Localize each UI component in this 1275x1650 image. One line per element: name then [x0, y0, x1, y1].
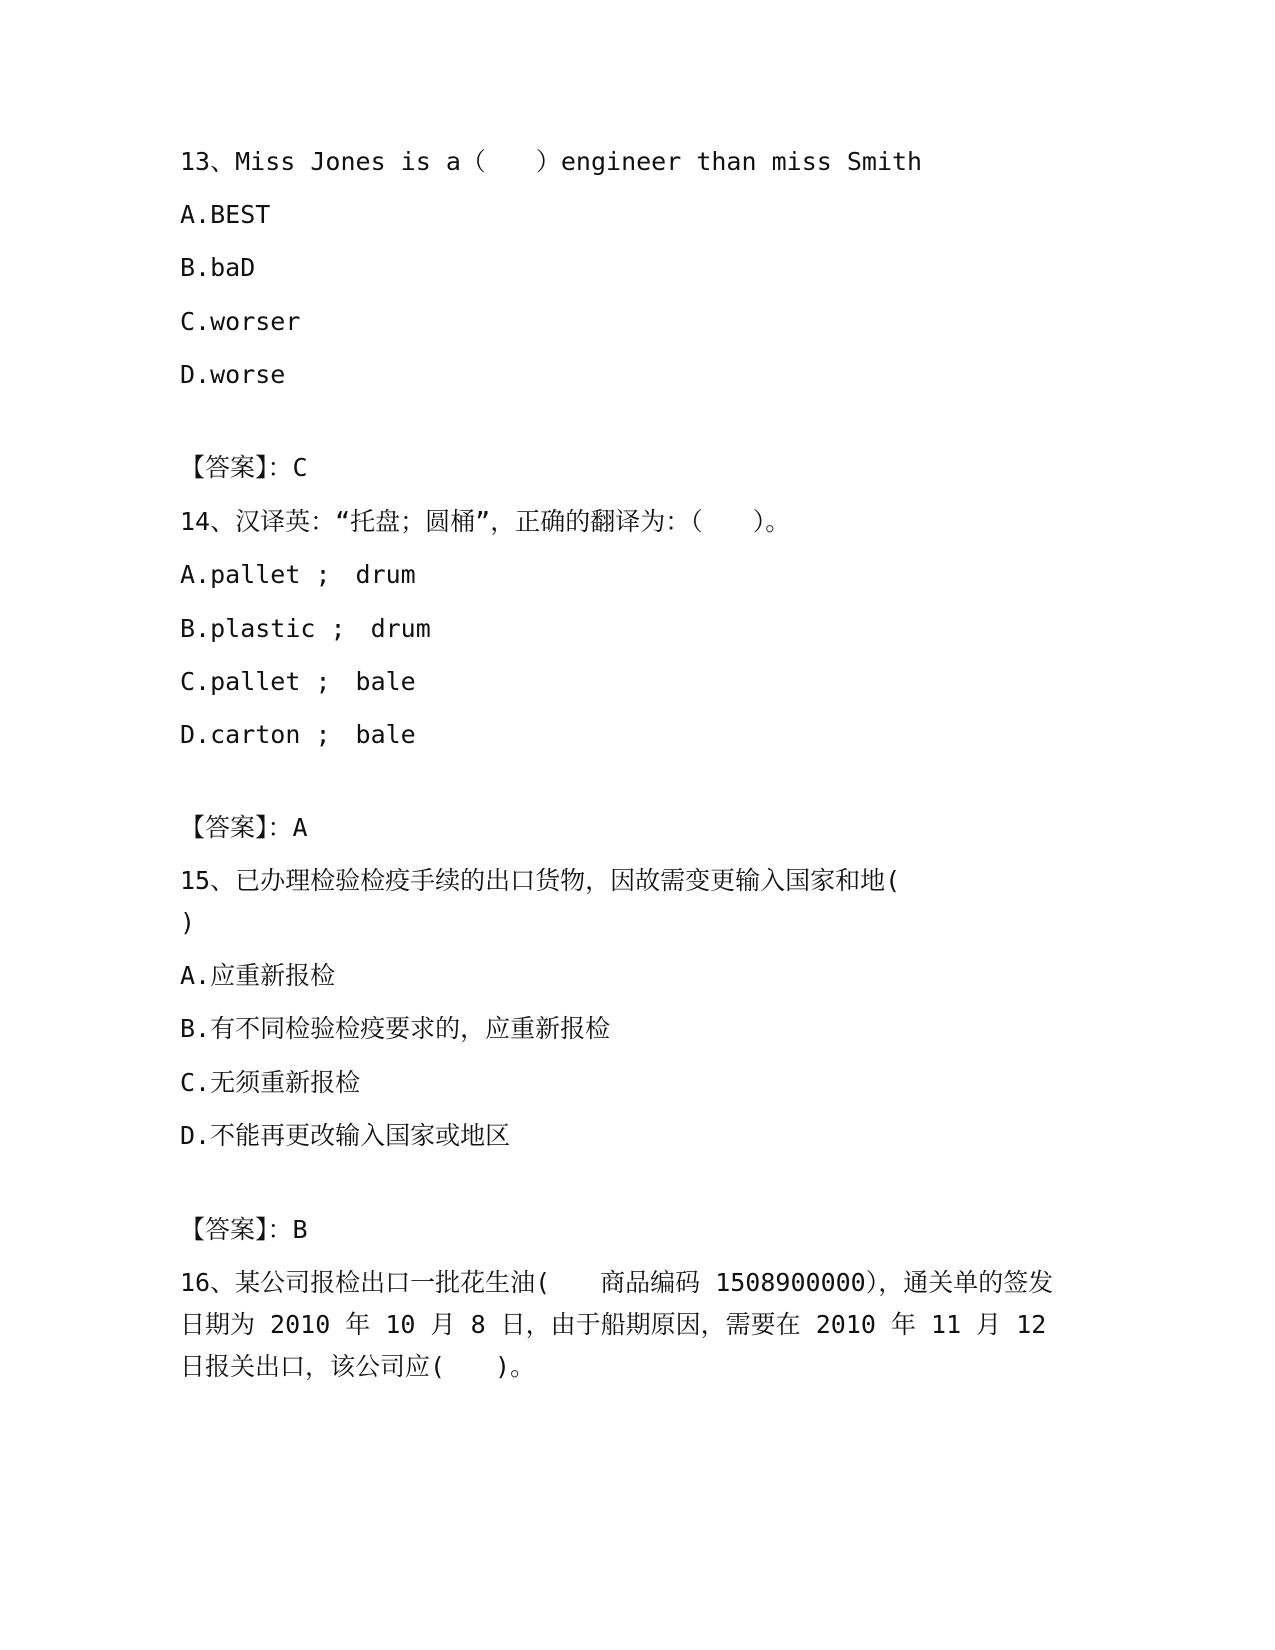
question-16-stem: 16、某公司报检出口一批花生油( 商品编码 1508900000），通关单的签发日期为 2010 年 10 月 8 日，由于船期原因，需要在 2010 年 11 月 12 日报关出口，该公司应( )。: [180, 1268, 1054, 1381]
question-15-answer: 【答案】：B: [180, 1215, 308, 1244]
question-15-option-b: B.有不同检验检疫要求的，应重新报检: [180, 1014, 611, 1043]
question-14-option-b: B.plastic ; drum: [180, 614, 431, 643]
question-14-option-a: A.pallet ; drum: [180, 560, 416, 589]
question-14-stem: 14、汉译英：“托盘；圆桶”，正确的翻译为：（ ）。: [180, 507, 791, 536]
question-13-option-b: B.baD: [180, 253, 256, 282]
question-14-option-c: C.pallet ; bale: [180, 667, 416, 696]
question-15-option-a: A.应重新报检: [180, 961, 336, 990]
question-15-stem-line-2: ): [180, 908, 196, 937]
question-15-option-d: D.不能再更改输入国家或地区: [180, 1121, 511, 1150]
question-14-answer: 【答案】：A: [180, 813, 308, 842]
question-13-stem: 13、Miss Jones is a（ ）engineer than miss Smith: [180, 147, 923, 176]
question-13-option-d: D.worse: [180, 360, 286, 389]
question-13-answer: 【答案】：C: [180, 453, 308, 482]
question-14-option-d: D.carton ; bale: [180, 720, 416, 749]
question-13-option-a: A.BEST: [180, 200, 271, 229]
question-15-option-c: C.无须重新报检: [180, 1068, 361, 1097]
question-15-stem-line-1: 15、已办理检验检疫手续的出口货物，因故需变更输入国家和地(: [180, 866, 901, 895]
question-13-option-c: C.worser: [180, 307, 301, 336]
